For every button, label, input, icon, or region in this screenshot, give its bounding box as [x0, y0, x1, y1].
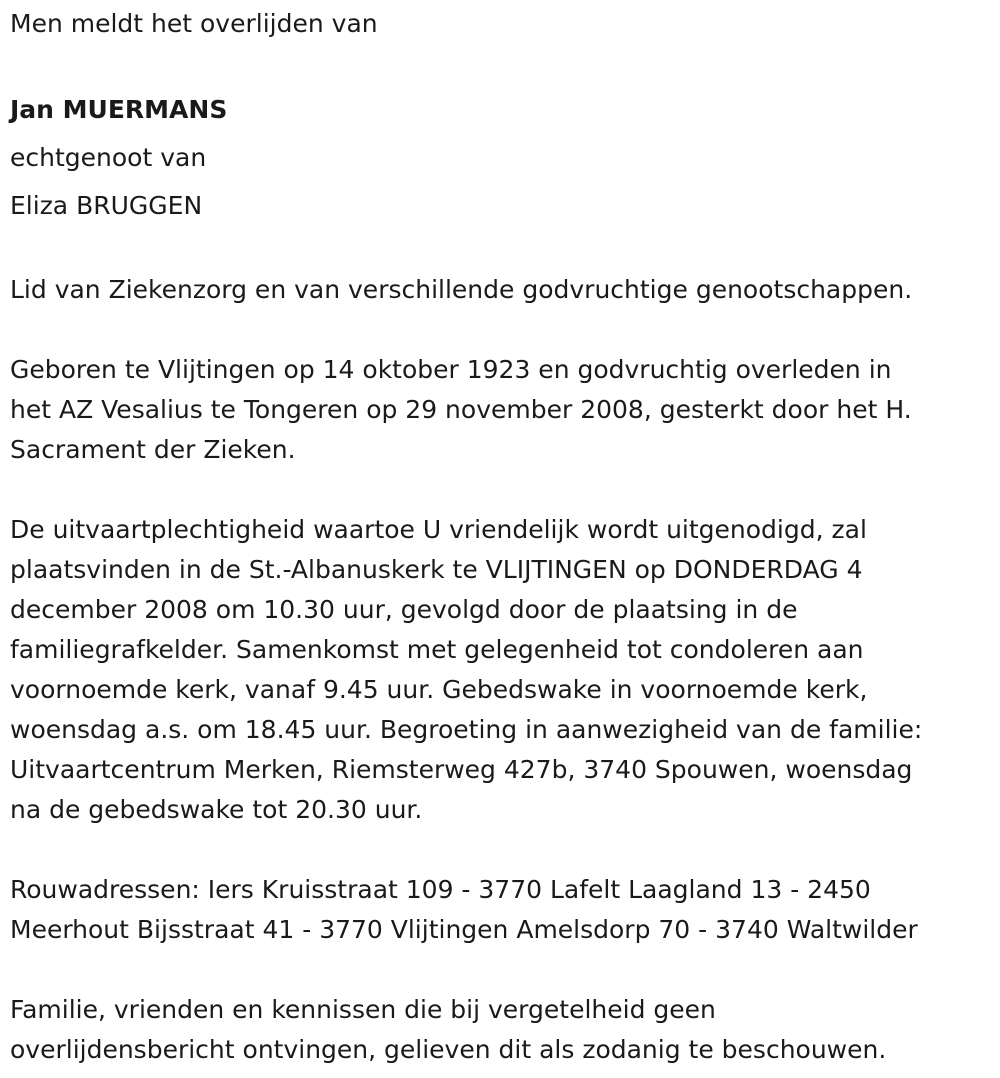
paragraph-line: Familie, vrienden en kennissen die bij vergetelheid geen — [10, 995, 716, 1024]
spacer — [10, 470, 985, 510]
closing-paragraph — [10, 990, 985, 1070]
deceased-name: Jan MUERMANS — [10, 95, 228, 124]
paragraph-line: familiegrafkelder. Samenkomst met gelegenheid tot condoleren aan — [10, 635, 864, 664]
spouse-name: Eliza BRUGGEN — [10, 191, 203, 220]
spacer — [10, 310, 985, 350]
spacer — [10, 830, 985, 870]
birth-death-paragraph — [10, 350, 985, 470]
spacer — [10, 950, 985, 990]
paragraph-line: woensdag a.s. om 18.45 uur. Begroeting in aanwezigheid van de familie: — [10, 715, 923, 744]
paragraph-line: De uitvaartplechtigheid waartoe U vriendelijk wordt uitgenodigd, zal — [10, 515, 867, 544]
spacer — [10, 44, 985, 84]
addresses-paragraph — [10, 870, 985, 950]
paragraph-line: december 2008 om 10.30 uur, gevolgd door de plaatsing in de — [10, 595, 798, 624]
paragraph-line: Sacrament der Zieken. — [10, 435, 296, 464]
spacer — [10, 230, 985, 270]
membership-text: Lid van Ziekenzorg en van verschillende godvruchtige genootschappen. — [10, 275, 913, 304]
paragraph-line: Geboren te Vlijtingen op 14 oktober 1923 en godvruchtig overleden in — [10, 355, 892, 384]
spouse-relation: echtgenoot van — [10, 143, 207, 172]
obituary-notice — [10, 4, 985, 1070]
paragraph-line: overlijdensbericht ontvingen, gelieven dit als zodanig te beschouwen. — [10, 1035, 887, 1064]
paragraph-line: na de gebedswake tot 20.30 uur. — [10, 795, 423, 824]
intro-text: Men meldt het overlijden van — [10, 9, 378, 38]
paragraph-line: Uitvaartcentrum Merken, Riemsterweg 427b, 3740 Spouwen, woensdag — [10, 755, 913, 784]
paragraph-line: plaatsvinden in de St.-Albanuskerk te VLIJTINGEN op DONDERDAG 4 — [10, 555, 863, 584]
funeral-paragraph — [10, 510, 985, 830]
paragraph-line: Meerhout Bijsstraat 41 - 3770 Vlijtingen Amelsdorp 70 - 3740 Waltwilder — [10, 915, 918, 944]
name-block — [10, 86, 985, 230]
paragraph-line: voornoemde kerk, vanaf 9.45 uur. Gebedswake in voornoemde kerk, — [10, 675, 868, 704]
paragraph-line: het AZ Vesalius te Tongeren op 29 november 2008, gesterkt door het H. — [10, 395, 912, 424]
paragraph-line: Rouwadressen: Iers Kruisstraat 109 - 3770 Lafelt Laagland 13 - 2450 — [10, 875, 871, 904]
